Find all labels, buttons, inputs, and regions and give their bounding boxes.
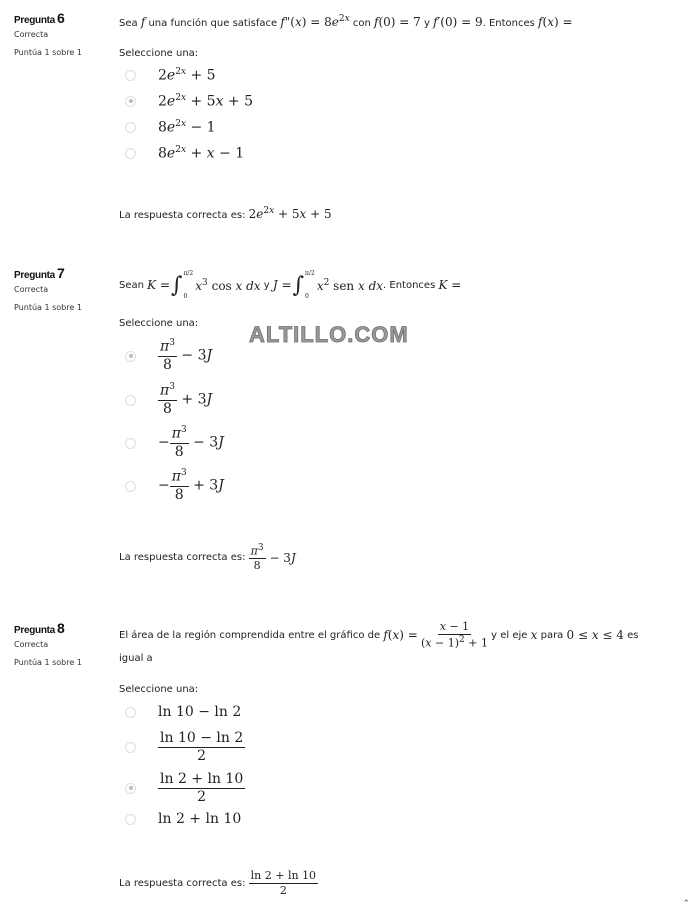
- radio-button[interactable]: [125, 395, 136, 406]
- question-text: Sean K = ∫ π/2 0 $x^3$ cos x dx y J = ∫ π/2 0 $x^2$ sen x dx . Entonces K =: [119, 270, 462, 300]
- option-b[interactable]: [125, 91, 254, 111]
- option-d[interactable]: [125, 467, 224, 505]
- question-number: Pregunta 8: [14, 620, 65, 636]
- radio-button[interactable]: [125, 70, 136, 81]
- radio-button[interactable]: [125, 814, 136, 825]
- option-b[interactable]: [125, 728, 244, 766]
- option-a[interactable]: [125, 65, 216, 85]
- radio-button[interactable]: [125, 707, 136, 718]
- option-a-label: $2e^{2x} + 5$: [158, 66, 216, 84]
- select-prompt: Seleccione una:: [119, 318, 199, 329]
- correct-answer: La respuesta correcta es: $\frac{\pi^3}{8}$ − 3 J: [119, 543, 296, 573]
- radio-button-selected[interactable]: [125, 96, 136, 107]
- question-info: [14, 10, 109, 57]
- option-a-label: ln 10 − ln 2: [158, 704, 242, 720]
- option-c-label: $8e^{2x} - 1$: [158, 118, 216, 136]
- question-info: [14, 620, 109, 667]
- question-grade: Puntúa 1 sobre 1: [14, 48, 82, 57]
- question-text: Sea f una función que satisface f"(x) = $8e^{2x}$ con f(0) = 7 y f′(0) = 9. Entonces f(x) =: [119, 14, 573, 29]
- question-text: El área de la región comprendida entre el gráfico de f(x) = $\frac{x - 1}{(x - 1)^2 + 1}$ y el eje x para 0 ≤ x ≤ 4 es: [119, 620, 639, 650]
- question-number: Pregunta 7: [14, 265, 65, 281]
- question-number: Pregunta 6: [14, 10, 65, 26]
- option-a-label: $\frac{\pi^3}{8}$ − 3J: [160, 338, 213, 373]
- option-c[interactable]: [125, 769, 244, 807]
- chevron-up-icon[interactable]: ⌃: [682, 899, 690, 909]
- radio-button[interactable]: [125, 742, 136, 753]
- question-grade: Puntúa 1 sobre 1: [14, 303, 82, 312]
- option-a[interactable]: [125, 702, 242, 722]
- question-text-cont: igual a: [119, 653, 153, 664]
- correct-answer: La respuesta correcta es: $\frac{\ln 2 + \ln 10}{2}$: [119, 869, 317, 897]
- question-info: [14, 265, 109, 312]
- option-b-label: $\frac{\pi^3}{8}$ + 3J: [160, 382, 213, 417]
- correct-answer: La respuesta correcta es: $2e^{2x} + 5x + 5$: [119, 206, 332, 221]
- radio-button-selected[interactable]: [125, 783, 136, 794]
- option-d[interactable]: [125, 143, 245, 163]
- option-c-label: − $\frac{\pi^3}{8}$ − 3J: [158, 425, 224, 460]
- option-c[interactable]: [125, 117, 216, 137]
- option-d-label: − $\frac{\pi^3}{8}$ + 3J: [158, 468, 224, 503]
- option-b-label: $2e^{2x} + 5x + 5$: [158, 92, 254, 110]
- watermark: ALTILLO.COM: [249, 322, 409, 347]
- option-d-label: ln 2 + ln 10: [158, 811, 242, 827]
- option-d[interactable]: [125, 809, 242, 829]
- question-state: Correcta: [14, 640, 49, 649]
- radio-button[interactable]: [125, 122, 136, 133]
- radio-button[interactable]: [125, 438, 136, 449]
- option-a[interactable]: [125, 337, 213, 375]
- question-grade: Puntúa 1 sobre 1: [14, 658, 82, 667]
- radio-button[interactable]: [125, 148, 136, 159]
- option-c[interactable]: [125, 424, 224, 462]
- option-b-label: $\frac{\ln 10 - \ln 2}{2}$: [160, 729, 244, 764]
- select-prompt: Seleccione una:: [119, 684, 199, 695]
- question-state: Correcta: [14, 285, 49, 294]
- option-c-label: $\frac{\ln 2 + \ln 10}{2}$: [160, 770, 244, 805]
- option-b[interactable]: [125, 381, 213, 419]
- question-state: Correcta: [14, 30, 49, 39]
- option-d-label: $8e^{2x} + x - 1$: [158, 144, 245, 162]
- radio-button[interactable]: [125, 481, 136, 492]
- radio-button-selected[interactable]: [125, 351, 136, 362]
- select-prompt: Seleccione una:: [119, 48, 199, 59]
